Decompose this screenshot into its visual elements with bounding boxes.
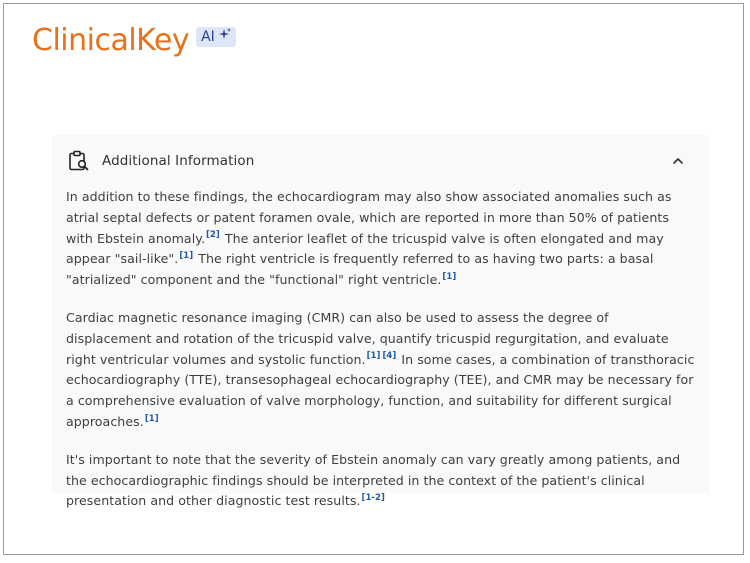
- paragraph-text: The anterior leaflet of the tricuspid valve is often elongated and may appear "sail-like".: [66, 230, 664, 267]
- panel-header[interactable]: [66, 135, 695, 187]
- paragraph-text: In addition to these findings, the echocardiogram may also show associated anomalies such as atrial septal defects or patent foramen ovale, which are reported in more than 50% of patients with Ebstein anomaly.: [66, 189, 672, 246]
- clinicalkey-logo[interactable]: [32, 23, 236, 58]
- citation-link[interactable]: [1]: [179, 251, 194, 262]
- info-paragraph: [66, 308, 695, 433]
- additional-information-panel: [52, 135, 709, 509]
- panel-title: Additional Information: [102, 153, 255, 169]
- ai-badge: [196, 27, 236, 47]
- citation-link[interactable]: [1-2]: [361, 493, 385, 504]
- clipboard-search-icon: [68, 150, 90, 172]
- citation-link[interactable]: [1]: [144, 413, 159, 424]
- citation-link[interactable]: [2]: [206, 230, 220, 241]
- paragraph-text: Cardiac magnetic resonance imaging (CMR) can also be used to assess the degree of displacement and rotation of the tricuspid valve, quantify tricuspid regurgitation, and evaluate right ventricular volumes and systolic function.: [66, 309, 669, 367]
- paragraph-text: It's important to note that the severity of Ebstein anomaly can vary greatly among patients, and the echocardiographic findings should be interpreted in the context of the patient's clinical presentation and other diagnostic test results.: [66, 451, 681, 509]
- sparkle-icon: [219, 28, 231, 45]
- citation-link[interactable]: [1]: [366, 351, 381, 362]
- info-paragraph: [66, 450, 695, 512]
- ai-badge-label: AI: [201, 28, 215, 45]
- logo-text: ClinicalKey: [32, 23, 190, 58]
- panel-body: [66, 187, 695, 512]
- paragraph-text: The right ventricle is frequently referred to as having two parts: a basal "atrialized" component and the "functional" right ventricle.: [66, 251, 654, 288]
- info-paragraph: [66, 187, 695, 291]
- citation-link[interactable]: [4]: [382, 351, 397, 362]
- app-frame: [3, 3, 744, 555]
- citation-link[interactable]: [1]: [442, 272, 457, 282]
- paragraph-text: In some cases, a combination of transthoracic echocardiography (TTE), transesophageal echocardiography (TEE), and CMR may be necessary for a comprehensive evaluation of valve morphology, function, and suitability for different surgical approaches.: [66, 351, 695, 429]
- chevron-up-icon[interactable]: [671, 153, 685, 167]
